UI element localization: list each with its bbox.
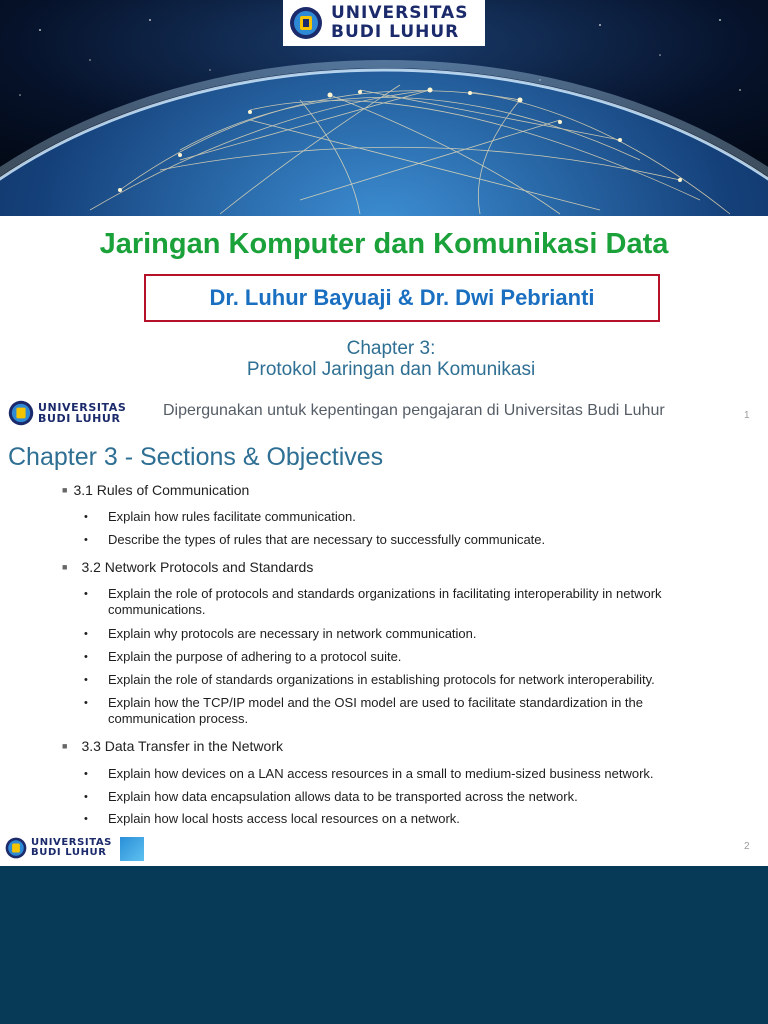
logo-line-1: UNIVERSITAS — [331, 3, 469, 23]
list-item — [84, 789, 704, 805]
square-bullet-icon: ■ — [62, 741, 68, 751]
bullet-icon: • — [84, 791, 88, 803]
bullet-icon: • — [84, 588, 88, 600]
list-item-text: Explain how data encapsulation allows data to be transported across the network. — [108, 789, 578, 804]
list-item-text: Explain how the TCP/IP model and the OSI model are used to facilitate standardization in the communication process. — [108, 695, 643, 726]
section-heading — [62, 559, 313, 575]
bullet-icon: • — [84, 628, 88, 640]
university-seal-icon — [5, 837, 27, 859]
authors-text: Dr. Luhur Bayuaji & Dr. Dwi Pebrianti — [209, 285, 595, 310]
bullet-icon: • — [84, 674, 88, 686]
section-heading — [62, 738, 283, 754]
square-bullet-icon: ■ — [62, 562, 68, 572]
university-logo — [283, 0, 485, 46]
list-item-text: Explain how local hosts access local resources on a network. — [108, 811, 460, 826]
bullet-icon: • — [84, 768, 88, 780]
bottom-background-bar — [0, 866, 768, 1024]
authors-box — [144, 274, 660, 322]
slide-2 — [0, 433, 768, 865]
list-item — [84, 695, 704, 727]
university-seal-icon — [289, 6, 323, 40]
footer-logo — [5, 837, 112, 859]
page-number: 2 — [744, 841, 750, 852]
list-item — [84, 626, 704, 642]
bullet-icon: • — [84, 651, 88, 663]
slide-1 — [0, 0, 768, 432]
university-seal-icon — [8, 400, 34, 426]
list-item-text: Explain the purpose of adhering to a protocol suite. — [108, 649, 402, 664]
list-item — [84, 766, 704, 782]
list-item-text: Explain the role of protocols and standards organizations in facilitating interoperability in network communications. — [108, 586, 662, 617]
logo-line-2: BUDI LUHUR — [331, 22, 460, 42]
bullet-icon: • — [84, 534, 88, 546]
section-heading — [62, 482, 249, 498]
bullet-icon: • — [84, 813, 88, 825]
section-label: 3.1 Rules of Communication — [73, 482, 250, 498]
list-item — [84, 649, 704, 665]
slide-1-footer — [0, 396, 768, 432]
footer-logo-line-1: UNIVERSITAS — [38, 401, 127, 414]
list-item — [84, 586, 704, 618]
section-label: 3.2 Network Protocols and Standards — [81, 559, 314, 575]
page-number: 1 — [744, 410, 750, 421]
course-title: Jaringan Komputer dan Komunikasi Data — [99, 228, 669, 260]
list-item — [84, 532, 704, 548]
list-item — [84, 672, 704, 688]
earth-network-banner — [0, 0, 768, 216]
footer-logo-line-2: BUDI LUHUR — [31, 847, 107, 858]
chapter-label: Chapter 3: — [346, 338, 436, 359]
list-item-text: Explain how devices on a LAN access resources in a small to medium-sized business network. — [108, 766, 654, 781]
chapter-title: Protokol Jaringan dan Komunikasi — [246, 359, 536, 380]
square-bullet-icon: ■ — [62, 485, 68, 495]
cisco-thumbnail-icon — [120, 837, 144, 861]
list-item-text: Explain why protocols are necessary in network communication. — [108, 626, 477, 641]
slide-title: Chapter 3 - Sections & Objectives — [8, 443, 384, 471]
footer-logo-line-2: BUDI LUHUR — [38, 412, 121, 425]
footer-logo — [8, 400, 126, 426]
footer-note: Dipergunakan untuk kepentingan pengajaran di Universitas Budi Luhur — [163, 402, 665, 419]
footer-logo-line-1: UNIVERSITAS — [31, 837, 112, 848]
list-item-text: Describe the types of rules that are necessary to successfully communicate. — [108, 532, 546, 547]
list-item — [84, 509, 704, 525]
bullet-icon: • — [84, 511, 88, 523]
list-item-text: Explain how rules facilitate communication. — [108, 509, 356, 524]
list-item-text: Explain the role of standards organizations in establishing protocols for network interoperability. — [108, 672, 655, 687]
list-item — [84, 811, 704, 827]
bullet-icon: • — [84, 697, 88, 709]
section-label: 3.3 Data Transfer in the Network — [81, 738, 283, 754]
